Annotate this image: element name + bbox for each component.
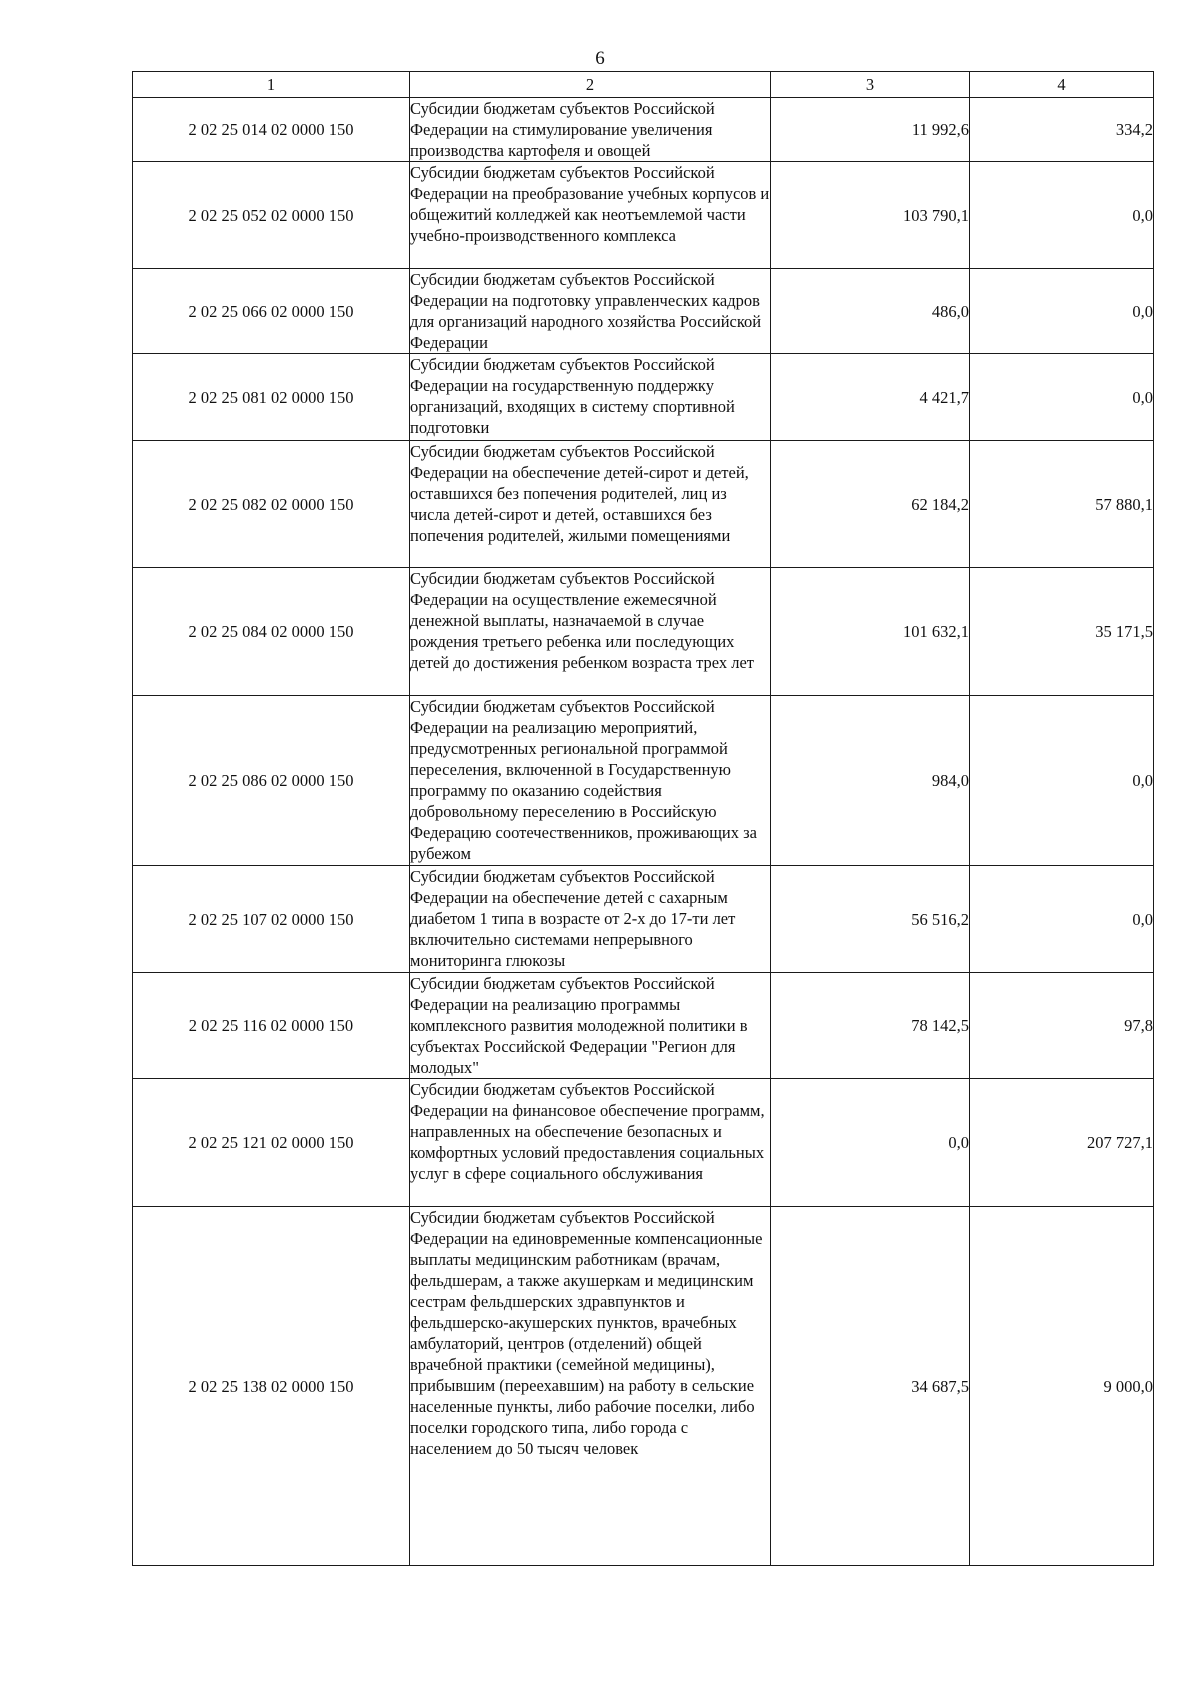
table-header-row xyxy=(133,72,1154,98)
description-cell: Субсидии бюджетам субъектов Российской Федерации на подготовку управленческих кадров для организаций народного хозяйства Российской Федерации xyxy=(410,269,771,354)
budget-code-cell: 2 02 25 014 02 0000 150 xyxy=(133,98,410,162)
amount-col3-cell: 101 632,1 xyxy=(771,568,970,696)
budget-code-cell: 2 02 25 121 02 0000 150 xyxy=(133,1079,410,1207)
description-cell: Субсидии бюджетам субъектов Российской Федерации на преобразование учебных корпусов и общежитий колледжей как неотъемлемой части учебно-производственного комплекса xyxy=(410,162,771,269)
table-row xyxy=(133,441,1154,568)
amount-col3-cell: 56 516,2 xyxy=(771,866,970,973)
amount-col3-cell: 0,0 xyxy=(771,1079,970,1207)
amount-col3-cell: 486,0 xyxy=(771,269,970,354)
description-cell: Субсидии бюджетам субъектов Российской Федерации на реализацию программы комплексного развития молодежной политики в субъектах Российской Федерации "Регион для молодых" xyxy=(410,973,771,1079)
budget-code-cell: 2 02 25 082 02 0000 150 xyxy=(133,441,410,568)
amount-col4-cell: 0,0 xyxy=(970,269,1154,354)
table-row xyxy=(133,973,1154,1079)
description-cell: Субсидии бюджетам субъектов Российской Федерации на реализацию мероприятий, предусмотренных региональной программой переселения, включенной в Государственную программу по оказанию содействия добровольному переселению в Российскую Федерацию соотечественников, проживающих за рубежом xyxy=(410,696,771,866)
amount-col4-cell: 0,0 xyxy=(970,354,1154,441)
budget-code-cell: 2 02 25 066 02 0000 150 xyxy=(133,269,410,354)
budget-code-cell: 2 02 25 084 02 0000 150 xyxy=(133,568,410,696)
description-cell: Субсидии бюджетам субъектов Российской Федерации на финансовое обеспечение программ, направленных на обеспечение безопасных и комфортных условий предоставления социальных услуг в сфере социального обслуживания xyxy=(410,1079,771,1207)
budget-code-cell: 2 02 25 138 02 0000 150 xyxy=(133,1207,410,1566)
budget-code-cell: 2 02 25 086 02 0000 150 xyxy=(133,696,410,866)
table-row xyxy=(133,1079,1154,1207)
description-cell: Субсидии бюджетам субъектов Российской Федерации на стимулирование увеличения производства картофеля и овощей xyxy=(410,98,771,162)
budget-code-cell: 2 02 25 052 02 0000 150 xyxy=(133,162,410,269)
table-row xyxy=(133,98,1154,162)
description-cell: Субсидии бюджетам субъектов Российской Федерации на осуществление ежемесячной денежной выплаты, назначаемой в случае рождения третьего ребенка или последующих детей до достижения ребенком возраста трех лет xyxy=(410,568,771,696)
amount-col4-cell: 35 171,5 xyxy=(970,568,1154,696)
description-cell: Субсидии бюджетам субъектов Российской Федерации на обеспечение детей с сахарным диабетом 1 типа в возрасте от 2-х до 17-ти лет включительно системами непрерывного мониторинга глюкозы xyxy=(410,866,771,973)
amount-col3-cell: 62 184,2 xyxy=(771,441,970,568)
amount-col4-cell: 0,0 xyxy=(970,162,1154,269)
amount-col3-cell: 11 992,6 xyxy=(771,98,970,162)
page-number: 6 xyxy=(595,48,605,69)
description-cell: Субсидии бюджетам субъектов Российской Федерации на единовременные компенсационные выплаты медицинским работникам (врачам, фельдшерам, а также акушеркам и медицинским сестрам фельдшерских здравпунктов и фельдшерско-акушерских пунктов, врачебных амбулаторий, центров (отделений) общей врачебной практики (семейной медицины), прибывшим (переехавшим) на работу в сельские населенные пункты, либо рабочие поселки, либо поселки городского типа, либо города с населением до 50 тысяч человек xyxy=(410,1207,771,1566)
budget-code-cell: 2 02 25 107 02 0000 150 xyxy=(133,866,410,973)
column-header-2: 2 xyxy=(410,72,771,98)
amount-col4-cell: 207 727,1 xyxy=(970,1079,1154,1207)
amount-col4-cell: 9 000,0 xyxy=(970,1207,1154,1566)
amount-col3-cell: 34 687,5 xyxy=(771,1207,970,1566)
amount-col3-cell: 103 790,1 xyxy=(771,162,970,269)
table-row xyxy=(133,269,1154,354)
amount-col3-cell: 78 142,5 xyxy=(771,973,970,1079)
column-header-1: 1 xyxy=(133,72,410,98)
table-row xyxy=(133,696,1154,866)
table-row xyxy=(133,568,1154,696)
table-row xyxy=(133,1207,1154,1566)
amount-col4-cell: 0,0 xyxy=(970,696,1154,866)
amount-col4-cell: 0,0 xyxy=(970,866,1154,973)
budget-revenue-table xyxy=(132,71,1154,1566)
column-header-3: 3 xyxy=(771,72,970,98)
amount-col4-cell: 97,8 xyxy=(970,973,1154,1079)
table-row xyxy=(133,354,1154,441)
column-header-4: 4 xyxy=(970,72,1154,98)
description-cell: Субсидии бюджетам субъектов Российской Федерации на обеспечение детей-сирот и детей, оставшихся без попечения родителей, лиц из числа детей-сирот и детей, оставшихся без попечения родителей, жилыми помещениями xyxy=(410,441,771,568)
amount-col4-cell: 334,2 xyxy=(970,98,1154,162)
amount-col3-cell: 984,0 xyxy=(771,696,970,866)
table-row xyxy=(133,866,1154,973)
amount-col3-cell: 4 421,7 xyxy=(771,354,970,441)
budget-code-cell: 2 02 25 116 02 0000 150 xyxy=(133,973,410,1079)
table-row xyxy=(133,162,1154,269)
description-cell: Субсидии бюджетам субъектов Российской Федерации на государственную поддержку организаций, входящих в систему спортивной подготовки xyxy=(410,354,771,441)
budget-code-cell: 2 02 25 081 02 0000 150 xyxy=(133,354,410,441)
amount-col4-cell: 57 880,1 xyxy=(970,441,1154,568)
